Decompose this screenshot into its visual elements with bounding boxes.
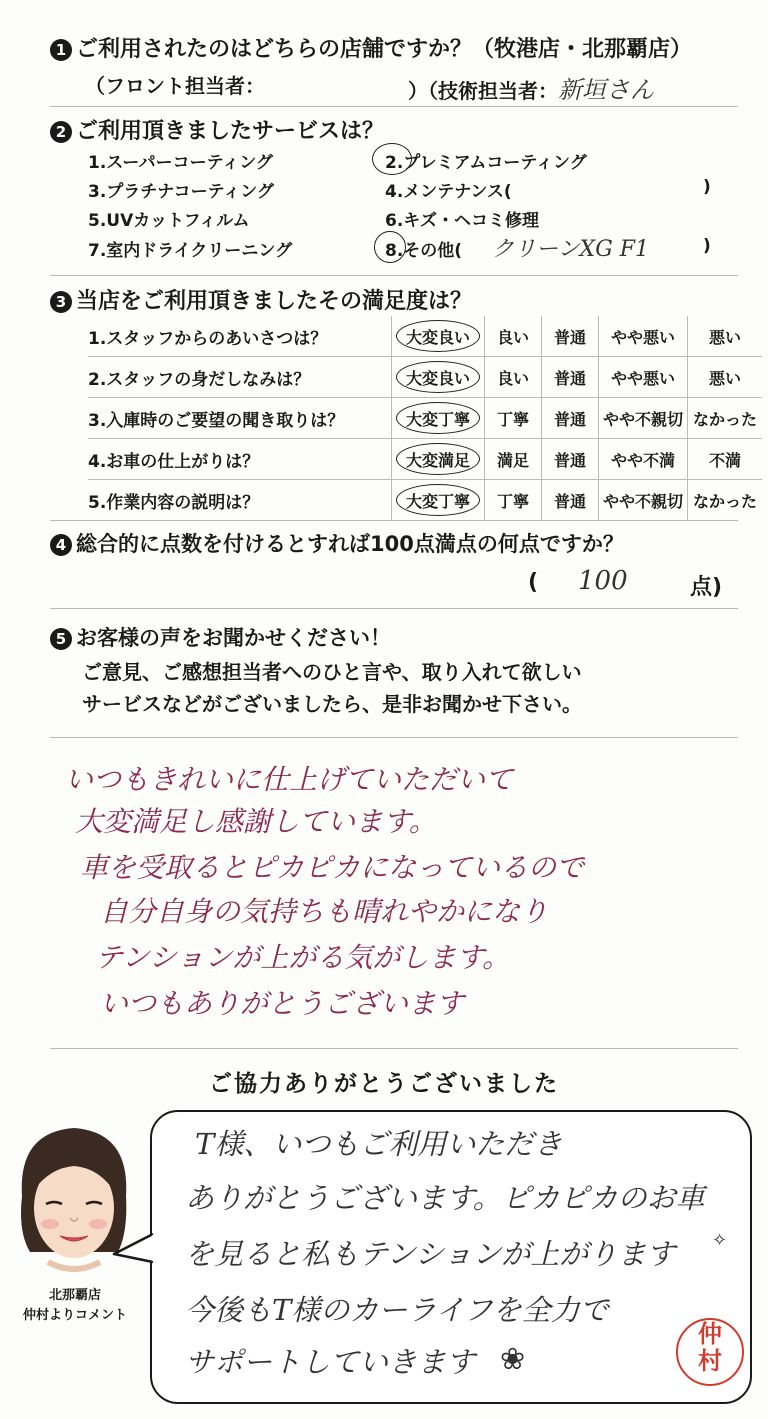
table-row [88,357,762,398]
staff-store-label: 北那覇店 [48,1288,101,1303]
table-row [88,439,762,480]
divider [50,737,738,738]
selection-circle [396,443,480,475]
satisfaction-option-selected: 大変丁寧 [392,398,485,439]
q4-number-badge: 4 [50,534,72,556]
satisfaction-table [88,316,762,520]
q4-heading [50,528,624,558]
selection-circle [372,143,412,175]
satisfaction-option: 満足 [485,439,542,480]
service-close-paren: ) [703,236,711,256]
satisfaction-option: 丁寧 [485,398,542,439]
satisfaction-question: 2.スタッフの身だしなみは？ [88,369,311,390]
q3-number-badge: 3 [50,291,72,313]
q5-text: お客様の声をお聞かせください！ [76,626,391,650]
staff-reply-line: を見ると私もテンションが上がります [185,1237,676,1271]
tech-staff-label: （技術担当者： [428,79,558,103]
service-option: 3.プラチナコーティング [88,182,274,202]
satisfaction-question: 1.スタッフからのあいさつは？ [88,328,328,349]
q1-tech-line [408,70,654,105]
table-row [88,480,762,521]
divider [50,106,738,107]
satisfaction-option: 普通 [542,439,599,480]
selection-circle [374,231,406,263]
satisfaction-option: 悪い [688,357,763,398]
customer-comment-line: 大変満足し感謝しています。 [75,805,437,838]
satisfaction-option: 悪い [688,316,763,357]
service-close-paren: ) [703,177,711,197]
satisfaction-option-selected: 大変良い [392,316,485,357]
satisfaction-option: 良い [485,357,542,398]
satisfaction-option-selected: 大変丁寧 [392,480,485,521]
q3-heading [50,284,472,315]
customer-comment-line: 自分自身の気持ちも晴れやかになり [100,895,549,928]
satisfaction-option: 良い [485,316,542,357]
satisfaction-option: やや不親切 [599,480,688,521]
service-option: 8.その他( [385,241,463,261]
other-service-value: クリーンXG F1 [492,237,650,262]
staff-reply-line: ありがとうございます。ピカピカのお車 [185,1181,705,1215]
customer-comment-line: いつもありがとうございます [100,987,465,1020]
bubble-tail [112,1232,156,1266]
score-value: 100 [578,566,628,596]
divider [50,275,738,276]
q2-number-badge: 2 [50,121,72,143]
q5-number-badge: 5 [50,628,72,650]
selection-circle [396,484,480,516]
q5-heading [50,622,391,652]
front-staff-close: ） [408,79,428,103]
sparkle-icon: ✧ [712,1230,728,1251]
satisfaction-option: なかった [688,480,763,521]
service-option: 6.キズ・ヘコミ修理 [385,211,539,231]
service-option: 2.プレミアムコーティング [385,153,587,173]
service-option: 4.メンテナンス( [385,182,512,202]
satisfaction-option: 普通 [542,357,599,398]
table-row [88,316,762,357]
selection-circle [396,320,480,352]
customer-comment-line: 車を受取るとピカピカになっているので [80,851,585,884]
score-open-paren: ( [528,570,539,595]
divider [50,1048,738,1049]
staff-reply-line: サポートしていきます [185,1345,476,1379]
customer-comment-line: いつもきれいに仕上げていただいて [65,763,514,796]
staff-reply-line: 今後もT様のカーライフを全力で [185,1293,609,1327]
service-option: 5.UVカットフィルム [88,211,250,231]
staff-reply-line: T様、いつもご利用いただき [195,1127,563,1161]
tech-staff-value: 新垣さん [558,76,654,104]
satisfaction-question: 3.入庫時のご要望の聞き取りは？ [88,410,345,431]
q3-text: 当店をご利用頂きましたその満足度は？ [76,289,473,314]
q2-heading [50,114,384,145]
q1-front-line [85,70,265,99]
satisfaction-option-selected: 大変良い [392,357,485,398]
q1-number-badge: 1 [50,39,72,61]
customer-comment-line: テンションが上がる気がします。 [95,941,511,974]
service-option: 1.スーパーコーティング [88,153,273,173]
front-staff-label: （フロント担当者： [85,74,265,98]
satisfaction-option: やや悪い [599,316,688,357]
satisfaction-option-selected: 大変満足 [392,439,485,480]
divider [50,520,738,521]
butterfly-icon: ❀ [500,1342,526,1377]
satisfaction-option: 普通 [542,398,599,439]
q1-heading [50,32,692,63]
table-row [88,398,762,439]
thanks-heading: ご協力ありがとうございました [209,1071,559,1097]
service-option: 7.室内ドライクリーニング [88,241,293,261]
satisfaction-option: やや悪い [599,357,688,398]
q2-text: ご利用頂きましたサービスは？ [76,119,385,144]
satisfaction-option: 丁寧 [485,480,542,521]
satisfaction-option: やや不満 [599,439,688,480]
satisfaction-option: 普通 [542,480,599,521]
satisfaction-question: 4.お車の仕上がりは？ [88,451,260,472]
satisfaction-option: 不満 [688,439,763,480]
staff-comment-label: 仲村よりコメント [22,1308,127,1323]
q4-text: 総合的に点数を付けるとすれば100点満点の何点ですか？ [76,532,624,556]
q1-text: ご利用されたのはどちらの店舗ですか？（牧港店・北那覇店） [76,37,693,62]
name-stamp: 仲 村 [676,1318,744,1386]
satisfaction-option: 普通 [542,316,599,357]
satisfaction-option: やや不親切 [599,398,688,439]
satisfaction-option: なかった [688,398,763,439]
divider [50,608,738,609]
q5-subtext: ご意見、ご感想担当者へのひと言や、取り入れて欲しい [82,660,582,684]
score-unit: 点) [690,575,723,600]
selection-circle [396,402,480,434]
q5-subtext: サービスなどがございましたら、是非お聞かせ下さい。 [82,692,582,716]
satisfaction-question: 5.作業内容の説明は？ [88,492,260,513]
selection-circle [396,361,480,393]
